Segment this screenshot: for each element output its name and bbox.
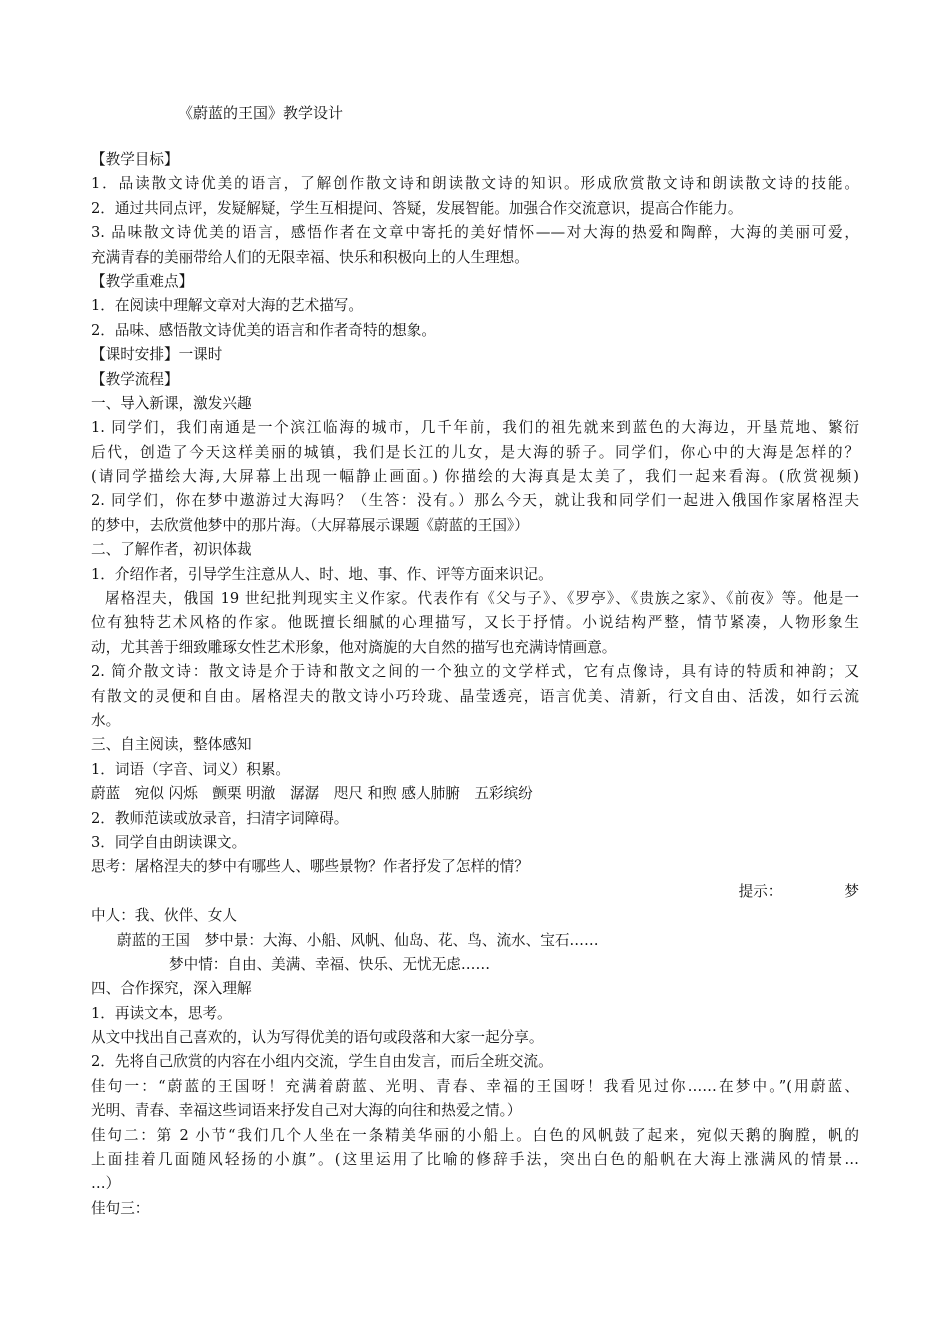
text-line: 佳句二：第 2 小节“我们几个人坐在一条精美华丽的小船上。白色的风帆鼓了起来，宛似天鹅的胸膛，帆的 xyxy=(91,1126,859,1144)
text-line: 中人：我、伙伴、女人 xyxy=(91,907,237,925)
text-line: 1．品读散文诗优美的语言，了解创作散文诗和朗读散文诗的知识。形成欣赏散文诗和朗读散文诗的技能。 xyxy=(91,175,859,193)
document-title: 《蔚蓝的王国》教学设计 xyxy=(178,104,344,122)
text-line: 1．再读文本，思考。 xyxy=(91,1004,232,1022)
document-body xyxy=(91,100,859,1221)
text-line: 思考：屠格涅夫的梦中有哪些人、哪些景物？作者抒发了怎样的情？ xyxy=(91,858,529,876)
text-line: 1．词语（字音、词义）积累。 xyxy=(91,760,291,778)
tip-tail: 梦 xyxy=(844,882,859,900)
text-line: 佳句三： xyxy=(91,1199,150,1217)
tip-label: 提示： xyxy=(738,882,783,900)
text-line: 上面挂着几面随风轻扬的小旗”。(这里运用了比喻的修辞手法，突出白色的船帆在大海上涨满风的情景… xyxy=(91,1151,859,1169)
section-heading: 【课时安排】一课时 xyxy=(91,346,223,364)
text-line: 充满青春的美丽带给人们的无限幸福、快乐和积极向上的人生理想。 xyxy=(91,248,529,266)
section-heading: 【教学目标】 xyxy=(91,151,179,168)
subsection-heading: 二、了解作者，初识体裁 xyxy=(91,541,252,559)
text-line: 水。 xyxy=(91,711,121,729)
text-line: 3．同学自由朗读课文。 xyxy=(91,833,247,851)
section-heading: 【教学流程】 xyxy=(91,370,179,388)
text-line: 有散文的灵便和自由。屠格涅夫的散文诗小巧玲珑、晶莹透亮，语言优美、清新，行文自由、活泼，如行云流 xyxy=(91,687,859,705)
text-line: 从文中找出自己喜欢的，认为写得优美的语句或段落和大家一起分享。 xyxy=(91,1029,544,1047)
text-line: 佳句一：“蔚蓝的王国呀！充满着蔚蓝、光明、青春、幸福的王国呀！我看见过你……在梦中。”(用蔚蓝、 xyxy=(91,1077,859,1095)
subsection-heading: 一、导入新课，激发兴趣 xyxy=(91,394,252,412)
subsection-heading: 四、合作探究，深入理解 xyxy=(91,980,252,998)
text-line: 1．介绍作者，引导学生注意从人、时、地、事、作、评等方面来识记。 xyxy=(91,565,553,583)
text-line: 动，尤其善于细致雕琢女性艺术形象，他对旖旎的大自然的描写也充满诗情画意。 xyxy=(91,638,617,656)
text-line: 3. 品味散文诗优美的语言，感悟作者在文章中寄托的美好情怀——对大海的热爱和陶醉，大海的美丽可爱， xyxy=(91,224,859,242)
text-line: …） xyxy=(91,1175,121,1193)
text-line: 梦中情：自由、美满、幸福、快乐、无忧无虑…… xyxy=(169,955,491,973)
text-line: 蔚蓝的王国 梦中景：大海、小船、风帆、仙岛、花、鸟、流水、宝石…… xyxy=(117,931,599,949)
text-line: 位有独特艺术风格的作家。他既擅长细腻的心理描写，又长于抒情。小说结构严整，情节紧凑，人物形象生 xyxy=(91,614,859,632)
text-line: 2. 同学们，你在梦中遨游过大海吗？（生答：没有。）那么今天，就让我和同学们一起进入俄国作家屠格涅夫 xyxy=(91,492,859,510)
text-line: 屠格涅夫，俄国 19 世纪批判现实主义作家。代表作有《父与子》、《罗亭》、《贵族之家》、《前夜》等。他是一 xyxy=(105,590,859,608)
tip-line xyxy=(91,880,859,904)
text-line: 2. 简介散文诗：散文诗是介于诗和散文之间的一个独立的文学样式，它有点像诗，具有诗的特质和神韵；又 xyxy=(91,663,859,681)
text-line: 2．教师范读或放录音，扫清字词障碍。 xyxy=(91,809,349,827)
text-line: 2．品味、感悟散文诗优美的语言和作者奇特的想象。 xyxy=(91,321,436,339)
text-line: 光明、青春、幸福这些词语来抒发自己对大海的向往和热爱之情。） xyxy=(91,1102,522,1120)
section-heading: 【教学重难点】 xyxy=(91,272,194,290)
vocabulary-line: 蔚蓝 宛似 闪烁 颤栗 明澈 潺潺 咫尺 和煦 感人肺腑 五彩缤纷 xyxy=(91,785,533,803)
subsection-heading: 三、自主阅读，整体感知 xyxy=(91,736,252,754)
text-line: 1. 同学们，我们南通是一个滨江临海的城市，几千年前，我们的祖先就来到蓝色的大海边，开垦荒地、繁衍 xyxy=(91,419,859,437)
text-line: 1．在阅读中理解文章对大海的艺术描写。 xyxy=(91,297,363,315)
text-line: (请同学描绘大海,大屏幕上出现一幅静止画面。) 你描绘的大海真是太美了，我们一起来看海。(欣赏视频) xyxy=(91,468,859,486)
text-line: 的梦中，去欣赏他梦中的那片海。（大屏幕展示课题《蔚蓝的王国》） xyxy=(91,516,529,534)
text-line: 2．通过共同点评，发疑解疑，学生互相提问、答疑，发展智能。加强合作交流意识，提高合作能力。 xyxy=(91,199,743,217)
text-line: 后代，创造了今天这样美丽的城镇，我们是长江的儿女，是大海的骄子。同学们，你心中的大海是怎样的？ xyxy=(91,443,859,461)
text-line: 2．先将自己欣赏的内容在小组内交流，学生自由发言，而后全班交流。 xyxy=(91,1053,553,1071)
